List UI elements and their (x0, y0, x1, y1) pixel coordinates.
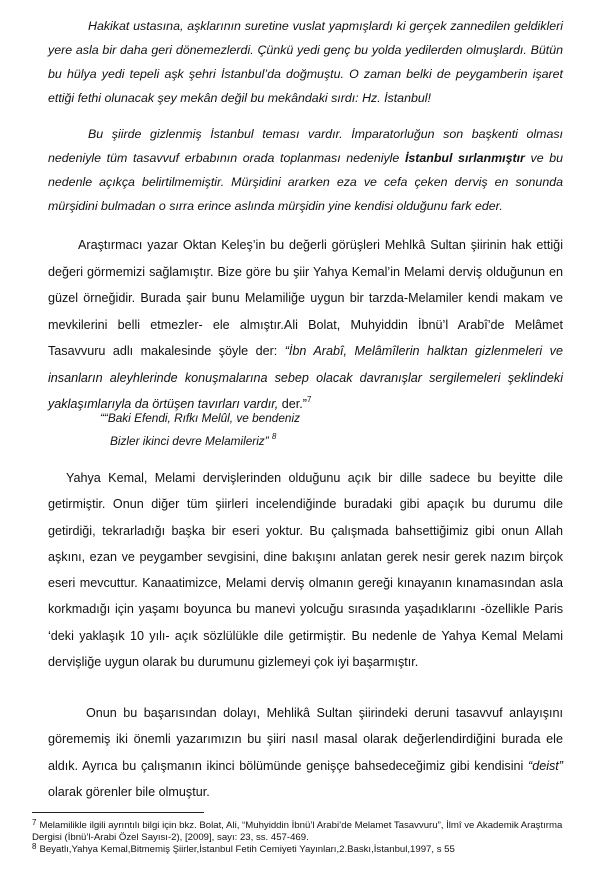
paragraph-3 (48, 232, 563, 418)
footnote-ref-8[interactable]: 8 (271, 432, 277, 441)
footnotes (32, 820, 577, 856)
verse-line-2 (100, 430, 420, 453)
footnote-ref-7[interactable]: 7 (306, 395, 312, 404)
footnote-8-text: Beyatlı,Yahya Kemal,Bitmemiş Şiirler,İstanbul Fetih Cemiyeti Yayınları,2.Baskı,İstanbul,1997, s 55 (39, 844, 455, 855)
footnote-8 (32, 844, 577, 856)
paragraph-1 (48, 14, 563, 110)
paragraph-1-text: Hakikat ustasına, aşklarının suretine vuslat yapmışlardı ki gerçek zannedilen geldikleri yere asla bir daha geri dönemezlerdi. Çünkü yedi genç bu yolda yedilerden olmuşlardı. Bütün bu hülya yedi tepeli aşk şehri İstanbul’da doğmuştu. O zaman belki de peygamberin işaret ettiği fethi olunacak şey mekân değil bu mekândaki sırdı: Hz. İstanbul! (48, 19, 563, 105)
paragraph-3-quote: “İbn Arabî, Melâmîlerin halktan gizlenmeleri ve insanların aleyhlerinde konuşmalarına sebep olacak davranışlar sergilemeleri şeklindeki yaklaşımlarıyla da örtüşen tavırları vardır, (48, 344, 563, 411)
footnote-7 (32, 820, 577, 844)
footnote-7-text: Melamilikle ilgili ayrıntılı bilgi için bkz. Bolat, Ali, “Muhyiddin İbnü’l Arabi’de Melamet Tasavvuru”, İlmî ve Akademik Araştırma Dergisi (İbnü’l-Arabi Özel Sayısı-2), [2009], sayı: 23, ss. 457-469. (32, 820, 563, 843)
paragraph-2-text-a: Bu şiirde gizlenmiş İstanbul teması vardır. İmparatorluğun son başkenti olması nedeniyle tüm tasavvuf erbabının orada toplanması nedeniyle (48, 127, 563, 165)
paragraph-6-italic: “deist” (528, 758, 563, 773)
paragraph-2 (48, 122, 563, 218)
paragraph-6-text-a: Onun bu başarısından dolayı, Mehlikâ Sultan şiirindeki deruni tasavvuf anlayışını görememiş iki önemli yazarımızın bu şiiri nasıl masal olarak değerlendirdiğini burada ele aldık. Ayrıca bu çalışmanın ikinci bölümünde genişçe bahsedeceğimiz gibi kendisini (48, 706, 563, 773)
paragraph-3-after: der.” (278, 397, 307, 411)
verse-quote (100, 407, 420, 453)
footnote-8-number: 8 (32, 842, 37, 851)
paragraph-6 (48, 700, 563, 805)
paragraph-2-text-b: ve bu nedenle açıkça belirtilmemiştir. Mürşidini ararken eza ve cefa çeken derviş en sonunda mürşidini bulmadan o sırra erince aslında mürşidin yine kendisi olduğunu fark eder. (48, 151, 563, 213)
footnote-separator (32, 812, 204, 813)
paragraph-3-text: Araştırmacı yazar Oktan Keleş’in bu değerli görüşleri Mehlkâ Sultan şiirinin hak ettiği değeri görmemizi sağlamıştır. Bize göre bu şiir Yahya Kemal’in Melami derviş olduğunun en güzel örneğidir. Burada şair bunu Melamiliğe uygun bir tarzda-Melamiler kendi makam ve mevkilerini belli etmezler- ele almıştır.Ali Bolat, Muhyiddin İbnü’l Arabî’de Melâmet Tasavvuru adlı makalesinde şöyle der: (48, 238, 563, 358)
paragraph-2-bold: İstanbul sırlanmıştır (404, 151, 525, 165)
verse-line-2-text: Bizler ikinci devre Melamileriz” (110, 434, 269, 448)
verse-line-1: ““Baki Efendi, Rıfkı Melûl, ve bendeniz (100, 411, 300, 425)
footnote-7-number: 7 (32, 818, 37, 827)
paragraph-5-text: Yahya Kemal, Melami dervişlerinden olduğunu açık bir dille sadece bu beyitte dile getirmiştir. Onun diğer tüm şiirleri incelendiğinde buradaki gibi apaçık bu durumu dile getirdiği, tekrarladığı başka bir eseri yoktur. Bu çalışmada bahsettiğimiz gibi onun Allah aşkını, ezan ve peygamber sevgisini, dine bakışını anlatan gerek nesir gerek nazım birçok eseri mevcuttur. Kanaatimizce, Melami derviş olmanın gereği kınayanın kınamasından asla korkmadığı için yaşamı boyunca bu manevi yolcuğu sırasında yaşadıklarını -özellikle Paris ‘deki yaklaşık 10 yılı- açık sözlülükle dile getirmiştir. Bu nedenle de Yahya Kemal Melami dervişliğe uygun olarak bu durumunu gizlemeyi çok iyi başarmıştır. (48, 471, 563, 670)
paragraph-6-text-b: olarak görenler bile olmuştur. (48, 784, 210, 799)
paragraph-5 (48, 465, 563, 675)
